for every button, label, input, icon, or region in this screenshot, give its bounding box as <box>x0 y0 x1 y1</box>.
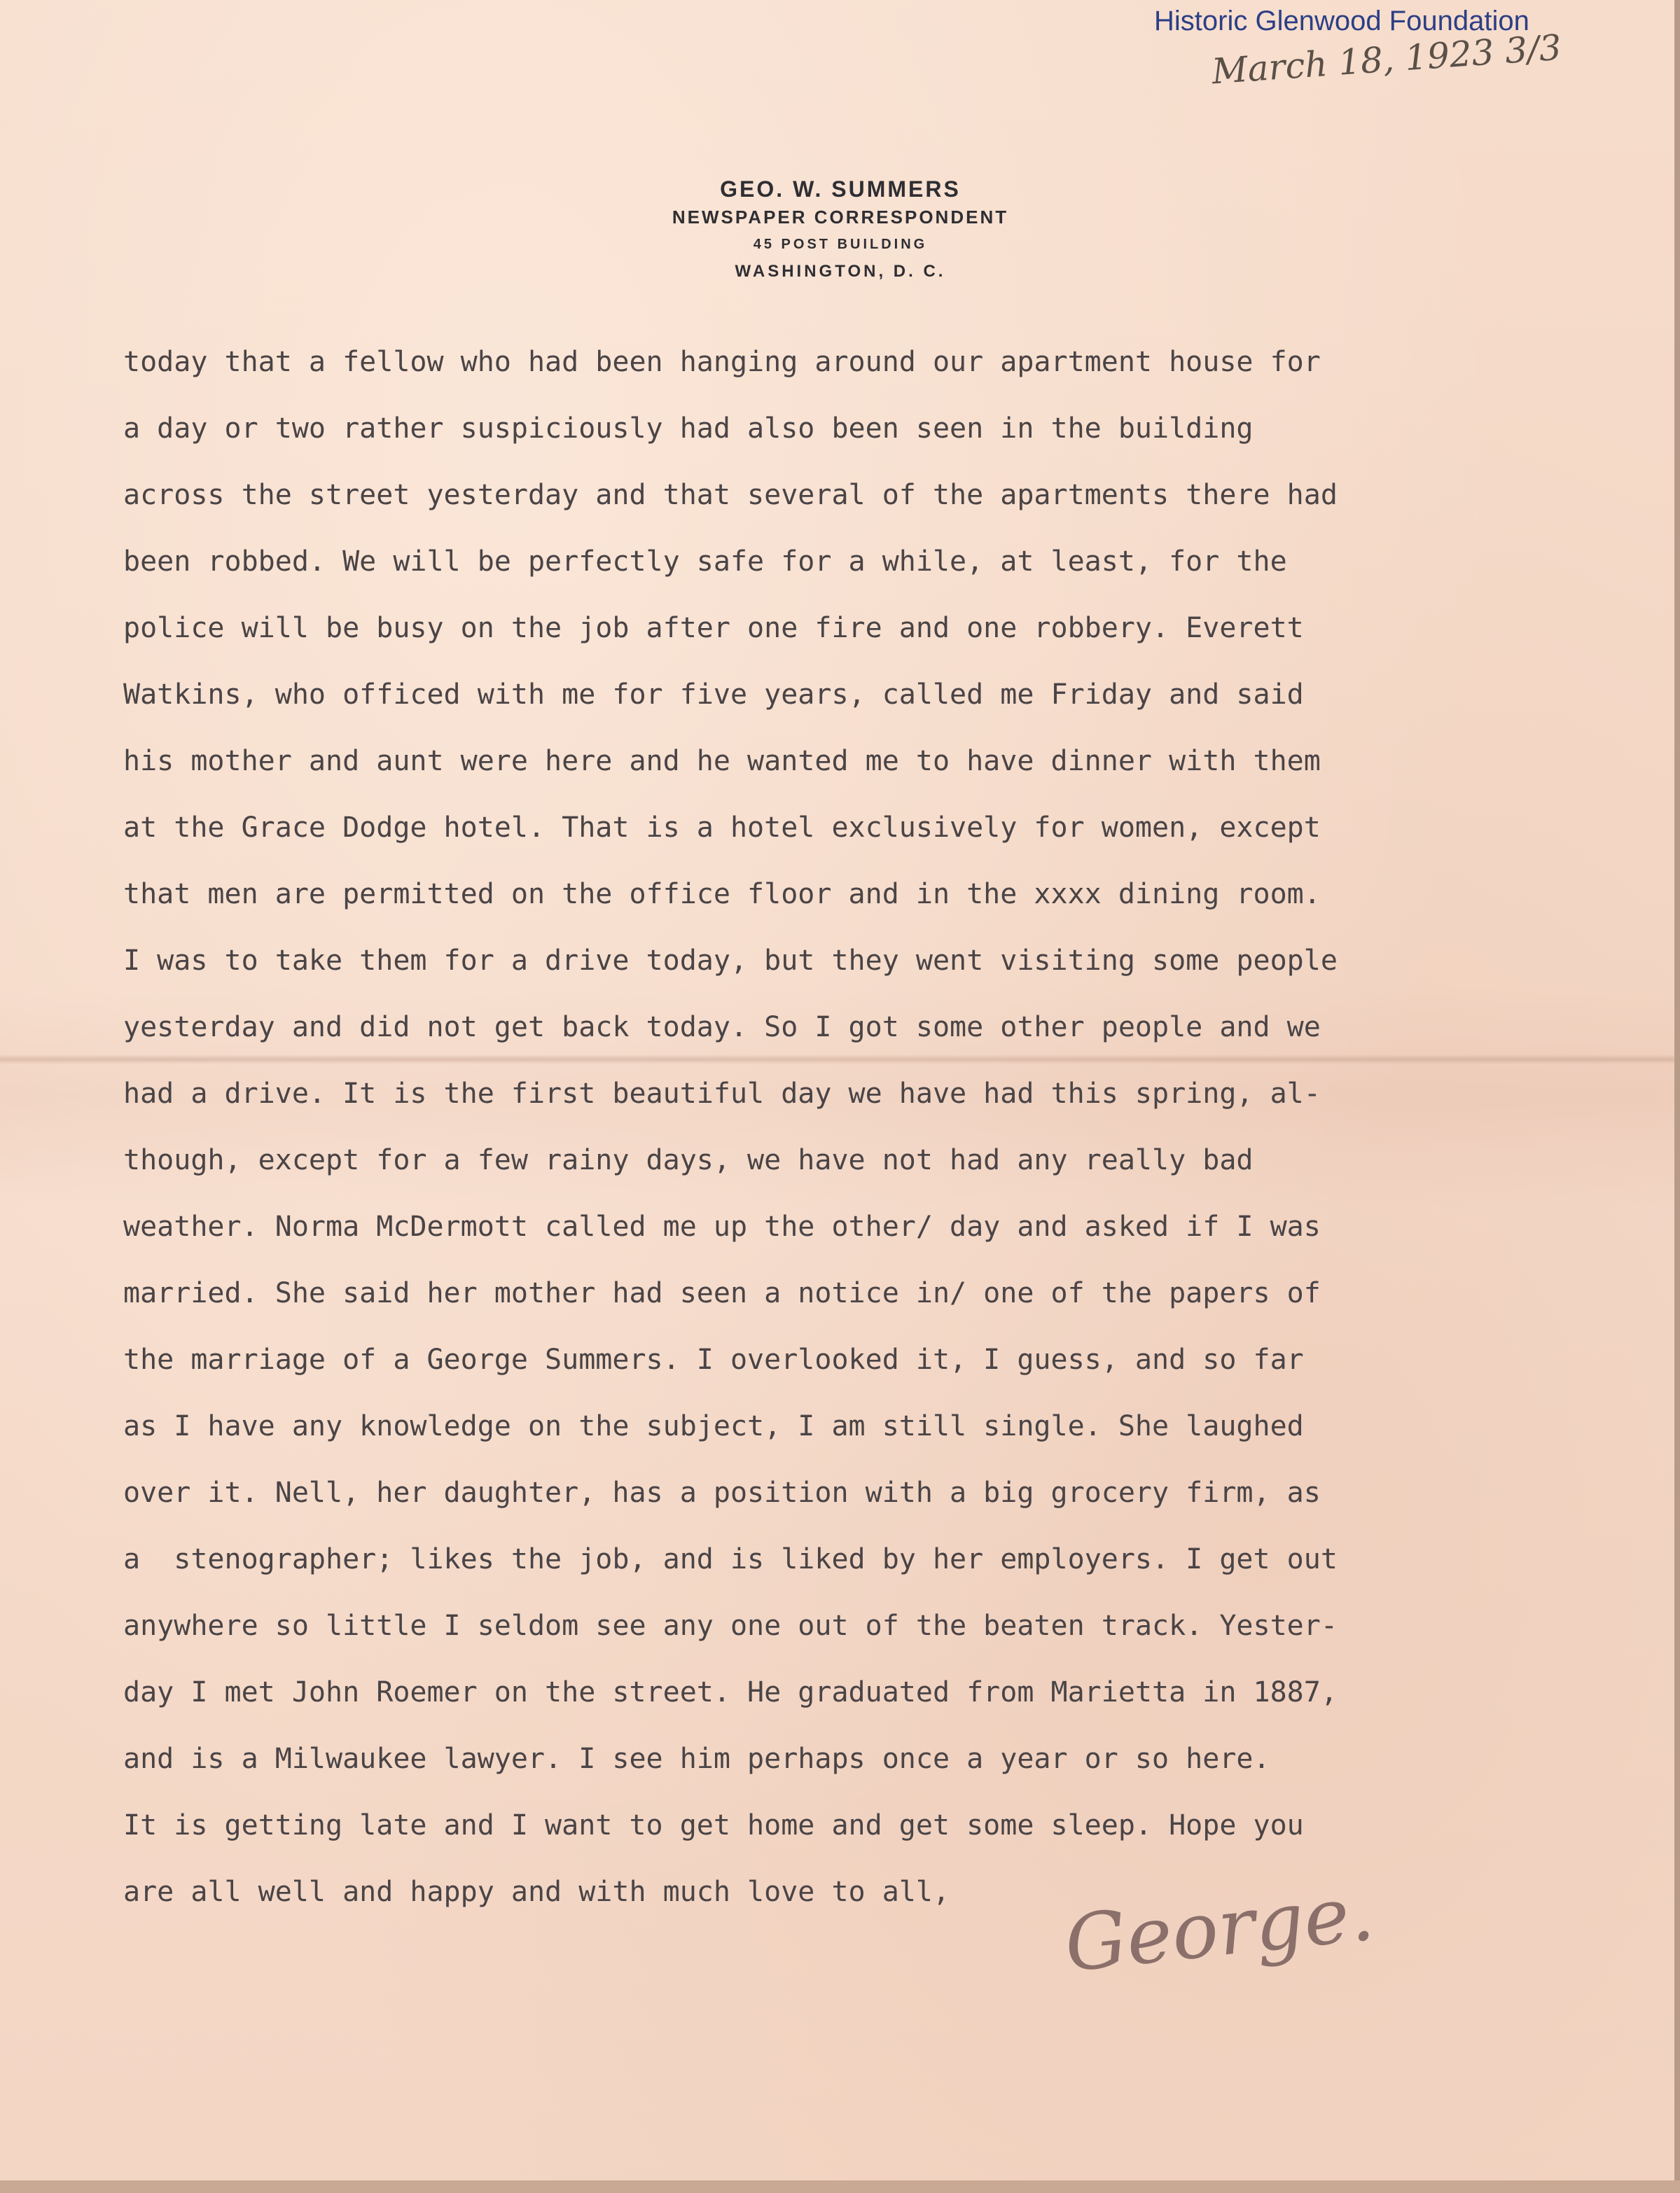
body-line: anywhere so little I seldom see any one out of the beaten track. Yester- <box>123 1610 1338 1642</box>
scan-edge-right <box>1674 0 1680 2193</box>
handwritten-date: March 18, 1923 3/3 <box>1210 27 1563 92</box>
letterhead <box>560 175 1120 286</box>
letterhead-city: WASHINGTON, D. C. <box>735 262 946 281</box>
body-line: had a drive. It is the first beautiful day we have had this spring, al- <box>123 1078 1321 1110</box>
body-line: across the street yesterday and that several of the apartments there had <box>123 479 1338 511</box>
body-line: are all well and happy and with much love to all, <box>123 1876 950 1908</box>
body-line: over it. Nell, her daughter, has a position with a big grocery firm, as <box>123 1477 1321 1509</box>
watermark: Historic Glenwood Foundation <box>1154 6 1529 36</box>
letterhead-name: GEO. W. SUMMERS <box>720 176 961 202</box>
body-line: today that a fellow who had been hanging around our apartment house for <box>123 346 1321 378</box>
body-line: and is a Milwaukee lawyer. I see him perhaps once a year or so here. <box>123 1743 1270 1775</box>
body-line: that men are permitted on the office floor and in the xxxx dining room. <box>123 878 1321 910</box>
letterhead-title: NEWSPAPER CORRESPONDENT <box>672 207 1009 228</box>
signature: George. <box>1060 1867 1378 1989</box>
body-line: weather. Norma McDermott called me up the other/ day and asked if I was <box>123 1211 1321 1243</box>
body-line: It is getting late and I want to get home and get some sleep. Hope you <box>123 1809 1304 1842</box>
letter-body <box>123 329 1566 1926</box>
body-line: a day or two rather suspiciously had also been seen in the building <box>123 412 1254 445</box>
body-line: though, except for a few rainy days, we have not had any really bad <box>123 1144 1254 1176</box>
body-line: his mother and aunt were here and he wanted me to have dinner with them <box>123 745 1321 777</box>
body-line: as I have any knowledge on the subject, I am still single. She laughed <box>123 1410 1304 1442</box>
body-line: I was to take them for a drive today, but they went visiting some people <box>123 945 1338 977</box>
scan-edge-bottom <box>0 2180 1680 2193</box>
body-line: Watkins, who officed with me for five years, called me Friday and said <box>123 678 1304 711</box>
body-line: day I met John Roemer on the street. He graduated from Marietta in 1887, <box>123 1676 1338 1708</box>
body-line: married. She said her mother had seen a notice in/ one of the papers of <box>123 1277 1321 1309</box>
body-line: at the Grace Dodge hotel. That is a hotel exclusively for women, except <box>123 812 1321 844</box>
letterhead-address: 45 POST BUILDING <box>753 237 928 252</box>
body-line: police will be busy on the job after one fire and one robbery. Everett <box>123 612 1304 644</box>
body-line: been robbed. We will be perfectly safe for a while, at least, for the <box>123 545 1287 578</box>
body-line: a stenographer; likes the job, and is liked by her employers. I get out <box>123 1543 1338 1575</box>
body-line: yesterday and did not get back today. So I got some other people and we <box>123 1011 1321 1043</box>
body-line: the marriage of a George Summers. I overlooked it, I guess, and so far <box>123 1344 1304 1376</box>
